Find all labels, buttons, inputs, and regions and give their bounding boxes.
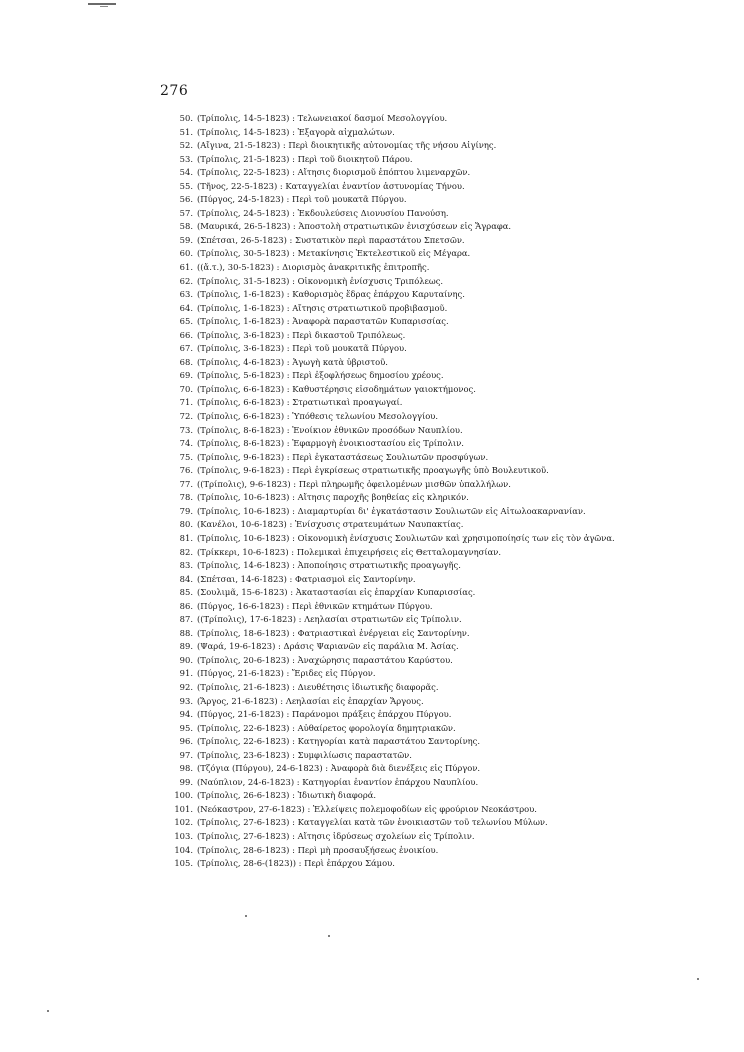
entry-number: 68.	[179, 356, 193, 367]
entry-text: (Τρίπολις, 10-6-1823) : Διαμαρτυρίαι δι' ἐγκατάστασιν Σουλιωτῶν εἰς Αἰτωλοακαρνανίαν.	[197, 505, 586, 516]
list-item	[165, 600, 725, 614]
entry-number: 82.	[179, 546, 193, 557]
entry-number: 76.	[179, 465, 193, 476]
entry-text: (Τρίπολις, 27-6-1823) : Αἴτησις ἱδρύσεως σχολείων εἰς Τρίπολιν.	[197, 830, 475, 841]
list-item	[165, 234, 725, 248]
entry-text: (Τρίπολις, 5-6-1823) : Περὶ ἐξοφλήσεως δημοσίου χρέους.	[197, 370, 444, 381]
entry-number: 61.	[179, 262, 193, 273]
list-item	[165, 369, 725, 383]
list-item	[165, 708, 725, 722]
list-item	[165, 695, 725, 709]
list-item	[165, 126, 725, 140]
entry-number: 91.	[179, 668, 193, 679]
list-item	[165, 830, 725, 844]
entry-text: (Αἴγινα, 21-5-1823) : Περὶ διοικητικῆς αὐτονομίας τῆς νήσου Αἰγίνης.	[197, 140, 497, 151]
entry-text: (Τρίπολις, 22-6-1823) : Κατηγορίαι κατὰ παραστάτου Σαντορίνης.	[197, 736, 481, 747]
entry-number: 62.	[179, 275, 193, 286]
entry-number: 103.	[174, 830, 193, 841]
entry-number: 52.	[179, 140, 193, 151]
list-item	[165, 559, 725, 573]
entry-text: (Τρίπολις, 23-6-1823) : Συμφιλίωσις παραστατῶν.	[197, 749, 412, 760]
list-item	[165, 654, 725, 668]
entry-number: 51.	[179, 126, 193, 137]
entry-number: 80.	[179, 519, 193, 530]
entry-text: (Τρίπολις, 10-6-1823) : Οἰκονομικὴ ἐνίσχυσις Σουλιωτῶν καὶ χρησιμοποίησίς των εἰς τὸν ἀγῶνα.	[197, 532, 615, 543]
list-item	[165, 749, 725, 763]
entry-text: (Τρίπολις, 6-6-1823) : Καθυστέρησις εἰσοδημάτων γαιοκτήμονος.	[197, 383, 476, 394]
entry-text: (Τρίπολις, 1-6-1823) : Αἴτησις στρατιωτικοῦ προβιβασμοῦ.	[197, 302, 448, 313]
entry-number: 64.	[179, 302, 193, 313]
entry-text: (Τρίπολις, 28-6-1823) : Περὶ μὴ προσαυξήσεως ἐνοικίου.	[197, 844, 439, 855]
entry-text: (Τρίπολις, 27-6-1823) : Καταγγελίαι κατὰ τῶν ἐνοικιαστῶν τοῦ τελωνίου Μύλων.	[197, 817, 548, 828]
entry-number: 85.	[179, 587, 193, 598]
entry-number: 65.	[179, 316, 193, 327]
entry-number: 97.	[179, 749, 193, 760]
list-item	[165, 302, 725, 316]
entry-text: (Σπέτσαι, 26-5-1823) : Συστατικὸν περὶ παραστάτου Σπετσῶν.	[197, 234, 465, 245]
list-item	[165, 437, 725, 451]
list-item	[165, 424, 725, 438]
entry-text: (Τζόγια (Πύργου), 24-6-1823) : Ἀναφορὰ διὰ διενέξεις εἰς Πύργον.	[197, 763, 481, 774]
entry-text: (Ναύπλιον, 24-6-1823) : Κατηγορίαι ἐναντίον ἐπάρχου Ναυπλίου.	[197, 776, 479, 787]
entry-number: 56.	[179, 194, 193, 205]
list-item	[165, 288, 725, 302]
entry-text: (Τρίπολις, 6-6-1823) : Ὑπόθεσις τελωνίου Μεσολογγίου.	[197, 411, 439, 422]
entry-number: 96.	[179, 736, 193, 747]
entry-number: 71.	[179, 397, 193, 408]
list-item	[165, 627, 725, 641]
list-item	[165, 315, 725, 329]
entry-text: (Τρίπολις, 3-6-1823) : Περὶ τοῦ μουκατᾶ Πύργου.	[197, 343, 407, 354]
list-item	[165, 261, 725, 275]
entry-list	[165, 112, 725, 871]
list-item	[165, 532, 725, 546]
entry-text: (Τῆνος, 22-5-1823) : Καταγγελίαι ἐναντίον ἀστυνομίας Τήνου.	[197, 180, 465, 191]
entry-text: (Σουλιμᾶ, 15-6-1823) : Ἀκαταστασίαι εἰς ἐπαρχίαν Κυπαρισσίας.	[197, 587, 476, 598]
entry-text: (Τρίπολις, 9-6-1823) : Περὶ ἐγκρίσεως στρατιωτικῆς προαγωγῆς ὑπὸ Βουλευτικοῦ.	[197, 465, 549, 476]
list-item	[165, 640, 725, 654]
list-item	[165, 762, 725, 776]
speck	[245, 915, 247, 917]
entry-text: (Τρίπολις, 22-5-1823) : Αἴτησις διορισμοῦ ἐπόπτου λιμεναρχῶν.	[197, 167, 471, 178]
entry-text: (Κανέλοι, 10-6-1823) : Ἐνίσχυσις στρατευμάτων Ναυπακτίας.	[197, 519, 464, 530]
list-item	[165, 275, 725, 289]
entry-number: 55.	[179, 180, 193, 191]
entry-text: (Τρίπολις, 24-5-1823) : Ἐκδουλεύσεις Διονυσίου Πανούση.	[197, 207, 449, 218]
entry-text: (Πύργος, 21-6-1823) : Παράνομοι πράξεις ἐπάρχου Πύργου.	[197, 709, 452, 720]
entry-number: 66.	[179, 329, 193, 340]
list-item	[165, 464, 725, 478]
entry-text: (Τρίπολις, 14-5-1823) : Τελωνειακοί δασμοί Μεσολογγίου.	[197, 113, 448, 123]
list-item	[165, 776, 725, 790]
list-item	[165, 491, 725, 505]
list-item	[165, 546, 725, 560]
list-item	[165, 396, 725, 410]
entry-text: (Τρίπολις, 4-6-1823) : Ἀγωγὴ κατὰ ὑβριστοῦ.	[197, 356, 388, 367]
list-item	[165, 478, 725, 492]
entry-number: 90.	[179, 654, 193, 665]
entry-text: (Πύργος, 21-6-1823) : Ἔριδες εἰς Πύργον.	[197, 668, 376, 679]
list-item	[165, 112, 725, 126]
entry-number: 74.	[179, 438, 193, 449]
entry-number: 92.	[179, 681, 193, 692]
list-item	[165, 613, 725, 627]
entry-number: 72.	[179, 411, 193, 422]
list-item	[165, 722, 725, 736]
entry-number: 77.	[179, 478, 193, 489]
entry-number: 84.	[179, 573, 193, 584]
entry-text: (Τρίπολις, 8-6-1823) : Ἐνοίκιον ἐθνικῶν προσόδων Ναυπλίου.	[197, 424, 463, 435]
entry-number: 73.	[179, 424, 193, 435]
scan-artifact	[88, 3, 116, 5]
page-number: 276	[160, 83, 189, 99]
list-item	[165, 410, 725, 424]
entry-number: 54.	[179, 167, 193, 178]
entry-number: 53.	[179, 153, 193, 164]
entry-number: 70.	[179, 383, 193, 394]
entry-number: 89.	[179, 641, 193, 652]
entry-number: 79.	[179, 505, 193, 516]
entry-text: (Σπέτσαι, 14-6-1823) : Φατριασμοὶ εἰς Σαντορίνην.	[197, 573, 416, 584]
entry-text: (Τρίπολις, 21-5-1823) : Περὶ τοῦ διοικητοῦ Πάρου.	[197, 153, 413, 164]
entry-text: (Τρίπολις, 10-6-1823) : Αἴτησις παροχῆς βοηθείας εἰς κληρικόν.	[197, 492, 469, 503]
list-item	[165, 505, 725, 519]
entry-number: 58.	[179, 221, 193, 232]
speck	[328, 935, 330, 937]
list-item	[165, 844, 725, 858]
entry-number: 98.	[179, 763, 193, 774]
list-item	[165, 247, 725, 261]
entry-text: (Ἄργος, 21-6-1823) : Λεηλασίαι εἰς ἐπαρχίαν Ἄργους.	[197, 695, 424, 706]
list-item	[165, 207, 725, 221]
entry-text: ((Τρίπολις), 17-6-1823) : Λεηλασίαι στρατιωτῶν εἰς Τρίπολιν.	[197, 614, 462, 625]
list-item	[165, 451, 725, 465]
entry-text: (Τρίκκερι, 10-6-1823) : Πολεμικαὶ ἐπιχειρήσεις εἰς Θετταλομαγνησίαν.	[197, 546, 502, 557]
entry-number: 86.	[179, 600, 193, 611]
entry-text: ((Τρίπολις), 9-6-1823) : Περὶ πληρωμῆς ὀφειλομένων μισθῶν ὑπαλλήλων.	[197, 478, 511, 489]
list-item	[165, 667, 725, 681]
entry-number: 50.	[179, 113, 193, 123]
entry-text: (Τρίπολις, 14-6-1823) : Ἀποποίησις στρατιωτικῆς προαγωγῆς.	[197, 560, 461, 571]
list-item	[165, 735, 725, 749]
entry-number: 69.	[179, 370, 193, 381]
list-item	[165, 180, 725, 194]
entry-text: (Τρίπολις, 18-6-1823) : Φατριαστικαὶ ἐνέργειαι εἰς Σαντορίνην.	[197, 627, 470, 638]
entry-text: (Τρίπολις, 31-5-1823) : Οἰκονομικὴ ἐνίσχυσις Τριπόλεως.	[197, 275, 444, 286]
list-item	[165, 586, 725, 600]
entry-number: 99.	[179, 776, 193, 787]
entry-text: (Τρίπολις, 20-6-1823) : Ἀναχώρησις παραστάτου Καρύστου.	[197, 654, 453, 665]
list-item	[165, 816, 725, 830]
entry-number: 67.	[179, 343, 193, 354]
entry-text: (Τρίπολις, 1-6-1823) : Ἀναφορὰ παραστατῶν Κυπαρισσίας.	[197, 316, 449, 327]
entry-text: ((ἄ.τ.), 30-5-1823) : Διορισμὸς ἀνακριτικῆς ἐπιτροπῆς.	[197, 262, 430, 273]
entry-text: (Τρίπολις, 28-6-(1823)) : Περὶ ἐπάρχου Σάμου.	[197, 858, 395, 869]
entry-text: (Τρίπολις, 9-6-1823) : Περὶ ἐγκαταστάσεως Σουλιωτῶν προσφύγων.	[197, 451, 489, 462]
list-item	[165, 139, 725, 153]
list-item	[165, 803, 725, 817]
entry-text: (Πύργος, 24-5-1823) : Περὶ τοῦ μουκατᾶ Πύργου.	[197, 194, 407, 205]
entry-text: (Μαυρικά, 26-5-1823) : Ἀποστολὴ στρατιωτικῶν ἐνισχύσεων εἰς Ἄγραφα.	[197, 221, 512, 232]
entry-number: 78.	[179, 492, 193, 503]
entry-text: (Τρίπολις, 14-5-1823) : Ἐξαγορὰ αἰχμαλώτων.	[197, 126, 395, 137]
list-item	[165, 789, 725, 803]
entry-text: (Τρίπολις, 1-6-1823) : Καθορισμὸς ἕδρας ἐπάρχου Καρυταίνης.	[197, 289, 465, 300]
entry-text: (Τρίπολις, 30-5-1823) : Μετακίνησις Ἐκτελεστικοῦ εἰς Μέγαρα.	[197, 248, 471, 259]
entry-text: (Πύργος, 16-6-1823) : Περὶ ἐθνικῶν κτημάτων Πύργου.	[197, 600, 433, 611]
list-item	[165, 153, 725, 167]
list-item	[165, 681, 725, 695]
list-item	[165, 573, 725, 587]
entry-number: 63.	[179, 289, 193, 300]
entry-number: 104.	[174, 844, 193, 855]
list-item	[165, 342, 725, 356]
entry-text: (Τρίπολις, 3-6-1823) : Περὶ δικαστοῦ Τριπόλεως.	[197, 329, 406, 340]
entry-number: 105.	[174, 858, 193, 869]
entry-text: (Τρίπολις, 22-6-1823) : Αὐθαίρετος φορολογία δημητριακῶν.	[197, 722, 456, 733]
list-item	[165, 220, 725, 234]
entry-number: 60.	[179, 248, 193, 259]
entry-number: 102.	[174, 817, 193, 828]
scan-artifact	[100, 6, 108, 7]
entry-text: (Τρίπολις, 21-6-1823) : Διευθέτησις ἰδιωτικῆς διαφορᾶς.	[197, 681, 439, 692]
entry-number: 93.	[179, 695, 193, 706]
list-item	[165, 383, 725, 397]
entry-text: (Τρίπολις, 26-6-1823) : Ἰδιωτικὴ διαφορά.	[197, 790, 377, 801]
entry-number: 88.	[179, 627, 193, 638]
list-item	[165, 518, 725, 532]
list-item	[165, 166, 725, 180]
entry-number: 100.	[174, 790, 193, 801]
entry-text: (Τρίπολις, 6-6-1823) : Στρατιωτικαὶ προαγωγαί.	[197, 397, 403, 408]
list-item	[165, 857, 725, 871]
entry-number: 57.	[179, 207, 193, 218]
entry-number: 87.	[179, 614, 193, 625]
list-item	[165, 329, 725, 343]
entry-number: 101.	[174, 803, 193, 814]
entry-text: (Νεόκαστρον, 27-6-1823) : Ἐλλείψεις πολεμοφοδίων εἰς φρούριον Νεοκάστρου.	[197, 803, 537, 814]
speck	[697, 978, 699, 980]
speck	[47, 1010, 49, 1012]
list-item	[165, 356, 725, 370]
entry-number: 95.	[179, 722, 193, 733]
entry-text: (Τρίπολις, 8-6-1823) : Ἐφαρμογὴ ἐνοικιοστασίου εἰς Τρίπολιν.	[197, 438, 464, 449]
entry-text: (Ψαρά, 19-6-1823) : Δράσις Ψαριανῶν εἰς παράλια Μ. Ἀσίας.	[197, 641, 459, 652]
entry-number: 75.	[179, 451, 193, 462]
entry-number: 81.	[179, 532, 193, 543]
entry-number: 94.	[179, 709, 193, 720]
entry-number: 59.	[179, 234, 193, 245]
list-item	[165, 193, 725, 207]
entry-number: 83.	[179, 560, 193, 571]
